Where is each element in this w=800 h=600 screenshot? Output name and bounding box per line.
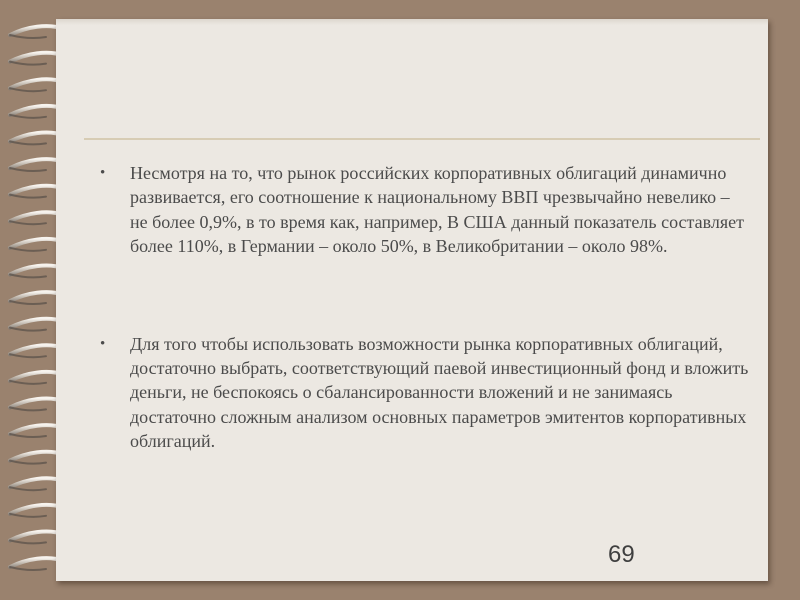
bullet-dot-icon: • xyxy=(100,165,106,181)
page-number: 69 xyxy=(608,541,635,568)
page-top-shadow xyxy=(56,19,768,25)
paragraph-text: Для того чтобы использовать возможности рынка корпоративных облигаций, достаточно выбрать, соответствующий паевой инвестиционный фонд и вложить деньги, не беспокоясь о сбалансированности вложений и не занимаясь достаточно сложным анализом основных параметров эмитентов корпоративных облигаций. xyxy=(130,333,749,452)
header-rule-line xyxy=(84,138,760,140)
bullet-list xyxy=(100,161,750,454)
list-item xyxy=(100,332,750,454)
list-item xyxy=(100,161,750,259)
notebook-page xyxy=(56,19,768,581)
bullet-dot-icon: • xyxy=(100,335,106,352)
paragraph-text: Несмотря на то, что рынок российских корпоративных облигаций динамично развивается, его соотношение к национальному ВВП чрезвычайно невелико – не более 0,9%, в то время как, например, В США данный показатель составляет более 110%, в Германии – около 50%, в Великобритании – около 98%. xyxy=(130,163,744,257)
